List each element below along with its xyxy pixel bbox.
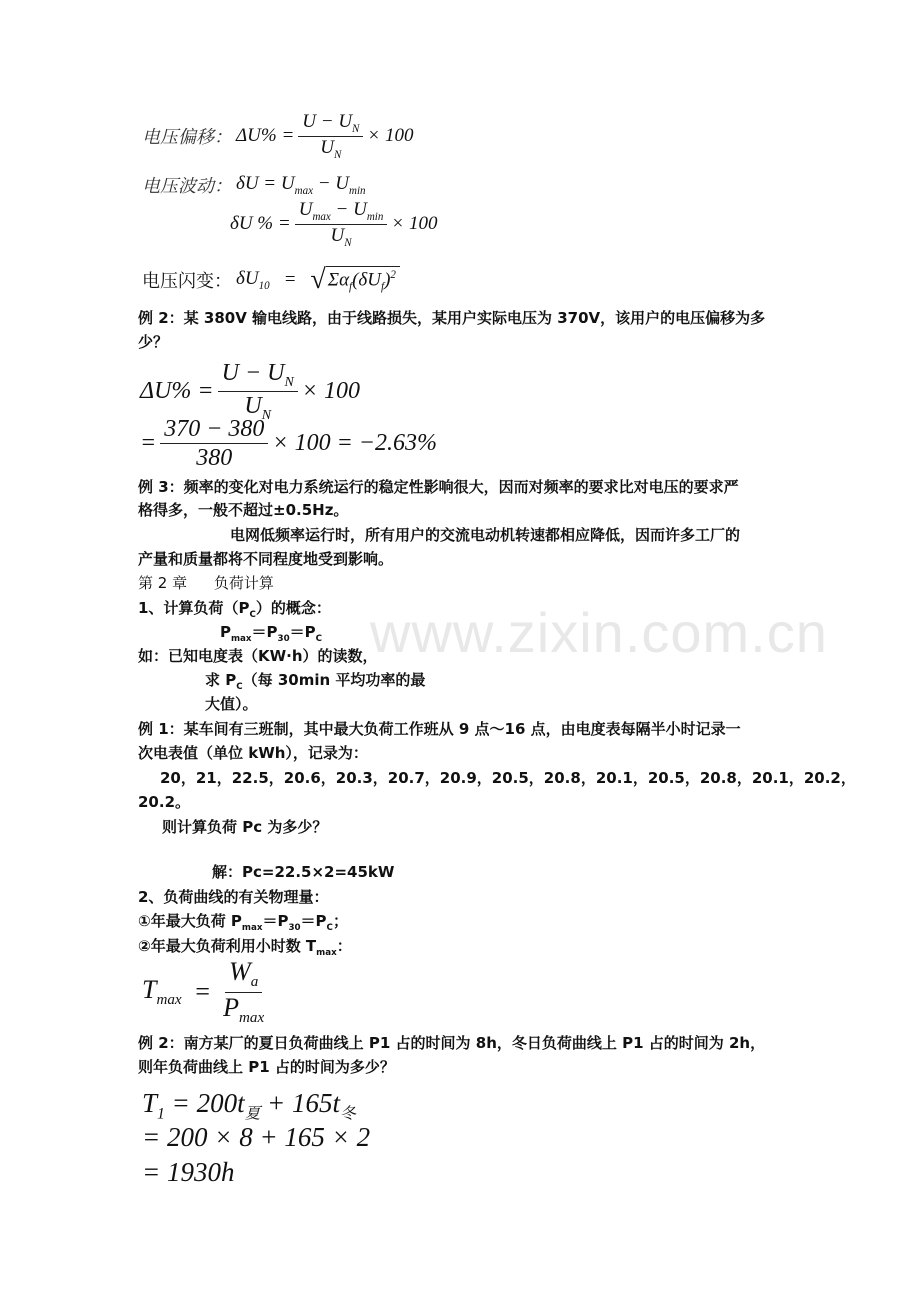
sec2-item1 (138, 910, 348, 933)
ex2-eq1-tail: × 100 (301, 378, 360, 405)
tmax-num-sub: a (250, 974, 259, 991)
sec1-formula-sub2: 30 (277, 634, 290, 644)
sec1-formula-c: ＝P (289, 623, 316, 641)
sec1-formula-sub1: max (231, 634, 252, 644)
voltage-flicker-label: 电压闪变： (142, 271, 232, 293)
ex2b-eq1 (142, 1088, 356, 1123)
sqrt-symbol: √ (310, 264, 326, 296)
sec2-item2-a: ②年最大负荷利用小时数 T (138, 937, 317, 955)
fluct-expr-a: δU = U (236, 173, 295, 195)
sec1-heading-b: ）的概念： (255, 599, 331, 617)
flicker-under-b: (δU (352, 269, 381, 291)
sec1-note2-b: （每 30min 平均功率的最 (242, 671, 426, 689)
tmax-num: W (229, 957, 251, 986)
sec2-item2-sub: max (316, 948, 337, 958)
offset-den-sub: N (334, 148, 342, 161)
ex2b-eq3: = 1930h (142, 1157, 235, 1187)
sec2-item2 (138, 935, 352, 958)
ex2b-eq1-sub: 1 (157, 1105, 165, 1123)
fluct-pct-sub-max: max (312, 210, 331, 223)
ex2-eq1-num: U − U (221, 360, 285, 386)
fluct-pct-num-b: − U (330, 199, 367, 220)
flicker-sub: 10 (258, 280, 270, 293)
chapter-number: 第 2 章 (138, 574, 188, 592)
fluct-pct-den-sub: N (344, 236, 352, 249)
ex2b-eq1-a: T (142, 1088, 158, 1118)
sec1-note2 (205, 669, 425, 692)
flicker-under-a: Σα (327, 269, 350, 291)
offset-den: U (320, 136, 335, 158)
sec1-note2-sub: C (236, 682, 243, 692)
ex2-eq2-den: 380 (196, 445, 233, 472)
offset-lhs: ΔU% = (236, 125, 295, 147)
ex2-eq1-lhs: ΔU% = (140, 378, 214, 405)
sec2-item1-sub3: C (326, 923, 333, 933)
ex1-question: 则计算负荷 Pc 为多少？ (162, 818, 328, 836)
ex3-line3: 电网低频率运行时，所有用户的交流电动机转速都相应降低，因而许多工厂的 (230, 526, 741, 544)
tmax-formula (142, 958, 264, 1027)
tmax-eq: = (193, 977, 212, 1007)
sec1-note1: 如：已知电度表（KW·h）的读数， (138, 647, 378, 665)
flicker-lhs: δU (236, 268, 259, 290)
ex2-eq1-fraction (218, 360, 298, 423)
sec2-item2-b: ： (336, 937, 352, 955)
flicker-sup: 2 (390, 269, 396, 281)
sec1-heading (138, 597, 331, 620)
sec2-item1-sub2: 30 (288, 923, 301, 933)
flicker-under-f2: f (381, 281, 385, 294)
sec2-item1-sub1: max (241, 923, 263, 933)
tmax-lhs-sub: max (156, 992, 182, 1009)
sec1-note3: 大值）。 (205, 695, 258, 713)
fluct-pct-fraction (295, 200, 388, 249)
sec2-item1-b: ＝P (262, 912, 289, 930)
sec2-item1-d: ； (332, 912, 348, 930)
fluct-pct-tail: × 100 (391, 213, 438, 235)
ex1-readings-end: 20.2。 (138, 793, 191, 811)
voltage-offset-formula (142, 112, 413, 161)
fluct-sub-min: min (349, 184, 366, 197)
ex1-line1: 例 1：某车间有三班制，其中最大负荷工作班从 9 点～16 点，由电度表每隔半小时记录一 (138, 720, 741, 738)
voltage-fluctuation-percent-formula (230, 200, 437, 249)
voltage-offset-label: 电压偏移： (142, 127, 232, 149)
ex3-line4: 产量和质量都将不同程度地受到影响。 (138, 550, 394, 568)
ex2-eq2 (140, 416, 437, 472)
sec2-item1-a: ①年最大负荷 P (138, 912, 242, 930)
ex3-line1: 例 3：频率的变化对电力系统运行的稳定性影响很大，因而对频率的要求比对电压的要求严 (138, 478, 739, 496)
ex1-solution: 解：Pc=22.5×2=45kW (212, 863, 395, 881)
sec1-formula-a: P (220, 623, 231, 641)
ex2b-line2: 则年负荷曲线上 P1 占的时间为多少？ (138, 1058, 395, 1076)
chapter-name: 负荷计算 (213, 574, 274, 592)
ex2-eq1-den: U (244, 393, 262, 420)
offset-num-sub: N (352, 122, 360, 135)
flicker-sqrt (310, 266, 400, 294)
sec2-item1-c: ＝P (300, 912, 327, 930)
ex2b-line1: 例 2：南方某厂的夏日负荷曲线上 P1 占的时间为 8h，冬日负荷曲线上 P1 占的时间为 2h， (138, 1034, 766, 1052)
ex2-eq2-fraction (160, 416, 268, 472)
flicker-under-c: ) (384, 269, 391, 291)
offset-num: U − U (302, 111, 353, 132)
ex2b-eq1-sub-winter: 冬 (339, 1105, 356, 1123)
sec1-note2-a: 求 P (205, 671, 237, 689)
fluct-pct-sub-min: min (366, 210, 384, 223)
tmax-fraction (223, 958, 264, 1027)
sec1-formula (220, 621, 322, 644)
sec1-formula-sub3: C (315, 634, 323, 644)
ex2-eq1-den-sub: N (261, 407, 271, 423)
ex2-eq2-num: 370 − 380 (160, 416, 268, 444)
fluct-expr-b: − U (312, 173, 350, 195)
ex2-eq1 (140, 360, 360, 423)
tmax-den-sub: max (239, 1009, 265, 1026)
watermark-text: www.zixin.com.cn (370, 601, 828, 664)
sec2-heading: 2、负荷曲线的有关物理量： (138, 888, 329, 906)
ex2b-eq1-b: = 200t (164, 1088, 245, 1118)
flicker-under-f: f (349, 281, 353, 294)
ex2b-eq1-sub-summer: 夏 (244, 1105, 261, 1123)
ex2-eq2-lhs: = (140, 430, 157, 457)
chapter-title (138, 572, 274, 593)
fluct-sub-max: max (294, 184, 313, 197)
flicker-eq: = (283, 269, 297, 291)
ex1-line2: 次电表值（单位 kWh），记录为： (138, 744, 368, 762)
ex2-eq2-tail: × 100 = −2.63% (272, 430, 437, 457)
ex3-line2: 格得多，一般不超过±0.5Hz。 (138, 501, 349, 519)
voltage-fluctuation-label: 电压波动： (142, 176, 232, 197)
voltage-fluctuation-formula (142, 172, 366, 198)
fluct-pct-num-a: U (298, 199, 313, 220)
sec1-heading-a: 1、计算负荷（P (138, 599, 250, 617)
offset-tail: × 100 (367, 125, 414, 147)
voltage-flicker-formula (142, 266, 400, 294)
ex2-question-line1: 例 2：某 380V 输电线路，由于线路损失，某用户实际电压为 370V，该用户的电压偏移为多 (138, 309, 766, 327)
tmax-lhs: T (142, 975, 157, 1005)
offset-fraction (298, 112, 363, 161)
ex2b-eq1-c: + 165t (260, 1088, 340, 1118)
fluct-pct-den: U (330, 224, 345, 246)
ex1-readings: 20，21，22.5，20.6，20.3，20.7，20.9，20.5，20.8，20.1，20.5，20.8，20.1，20.2， (160, 769, 856, 787)
sec1-formula-b: ＝P (251, 623, 278, 641)
ex2-question-line2: 少？ (138, 333, 169, 351)
ex2b-eq2: = 200 × 8 + 165 × 2 (142, 1122, 371, 1152)
fluct-pct-lhs: δU % = (230, 213, 291, 235)
ex2-eq1-num-sub: N (284, 374, 294, 390)
tmax-den: P (223, 992, 240, 1022)
sec1-heading-sub: C (249, 610, 256, 620)
